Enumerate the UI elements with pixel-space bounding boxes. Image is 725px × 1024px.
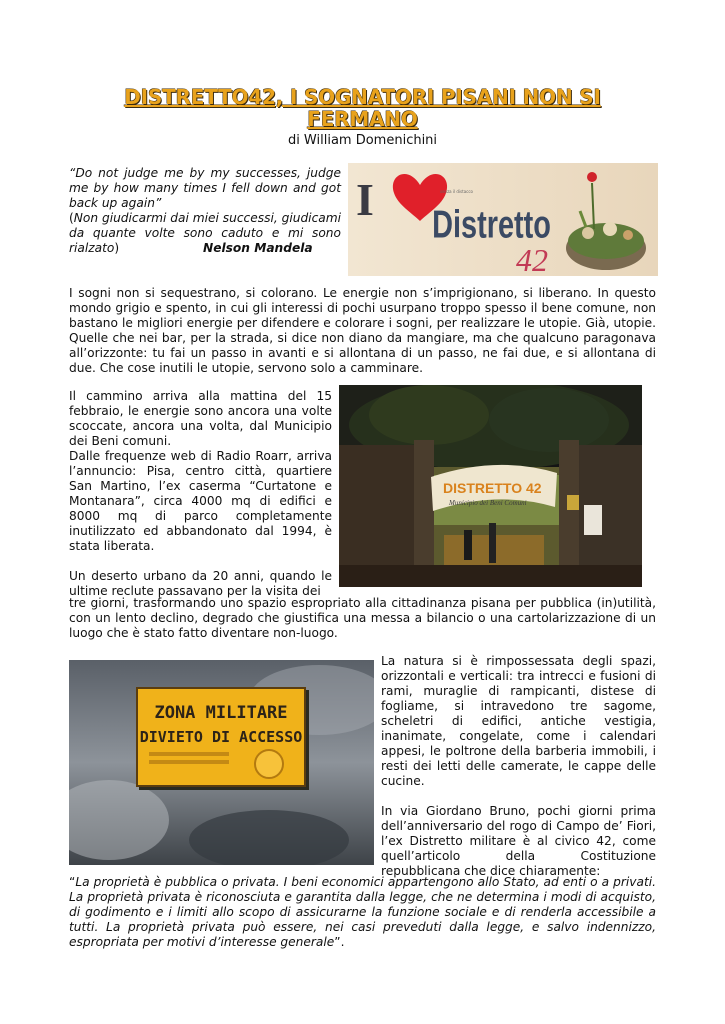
military-zone-sign-photo <box>69 660 374 865</box>
gate-banner-text: DISTRETTO 42 <box>443 480 542 496</box>
logo-word: Distretto <box>432 203 551 247</box>
constitution-close-quote: ”. <box>334 935 345 949</box>
distretto-logo-image <box>348 163 658 276</box>
paragraph-liberation-b: Dalle frequenze web di Radio Roarr, arriva l’annuncio: Pisa, centro città, quartiere San Martino, l’ex caserma “Curtatone e Montanara”, circa 4000 mq di edifici e 8000 mq di parco completamente inutilizzato ed abbandonato dal 1994, è stata liberata. <box>69 449 332 553</box>
sign-line2: DIVIETO DI ACCESSO <box>139 728 303 746</box>
constitution-open-quote: “ <box>69 875 76 889</box>
sign-line1: ZONA MILITARE <box>154 703 288 723</box>
paragraph-desert-a: Un deserto urbano da 20 anni, quando le ultime reclute passavano per la visita dei <box>69 569 332 598</box>
mandela-quote <box>69 166 341 256</box>
quote-open-paren: ( <box>69 211 74 225</box>
byline: di William Domenichini <box>287 133 438 148</box>
night-gate-photo <box>339 385 642 587</box>
quote-italian: Non giudicarmi dai miei successi, giudicami da quante volte sono caduto e mi sono rialzato <box>69 211 341 255</box>
logo-tagline: senza il distacco <box>440 189 473 194</box>
quote-author: Nelson Mandela <box>203 241 313 255</box>
quote-close-paren: ) <box>114 241 120 255</box>
article-title: DISTRETTO42, I SOGNATORI PISANI NON SI FERMANO <box>124 85 601 131</box>
constitution-text: La proprietà è pubblica o privata. I beni economici appartengono allo Stato, ad enti o a privati. La proprietà privata è riconosciuta e garantita dalla legge, che ne determina i modi di acquisto, di godimento e i limiti allo scopo di assicurarne la funzione sociale e di renderla accessibile a tutti. La proprietà privata può essere, nei casi preveduti dalla legge, e salvo indennizzo, espropriata per motivi d’interesse generale <box>69 875 656 949</box>
paragraph-bruno: In via Giordano Bruno, pochi giorni prima dell’anniversario del rogo di Campo de’ Fiori, l’ex Distretto militare è al civico 42, come quell’articolo della Costituzione repubblicana che dice chiaramente: <box>381 804 656 878</box>
paragraph-desert-b: tre giorni, trasformando uno spazio espropriato alla cittadinanza pisana per pubblica (in)utilità, con un lento declino, degrado che giustifica una messa a bilancio o una cartolarizzazione di un luogo che è stato fatto diventare non-luogo. <box>69 596 656 640</box>
paragraph-intro: I sogni non si sequestrano, si colorano. Le energie non s’imprigionano, si liberano. In questo mondo grigio e spento, in cui gli interessi di pochi usurpano troppo spesso il bene comune, non bastano le migliori energie per difendere e colorare i sogni, per realizzare le utopie. Già, utopie. Quelle che nei bar, per la strada, si dice non diano da mangiare, ma che qualcuno paragonava all’orizzonte: tu fai un passo in avanti e si allontana di un passo, ne fai due, e si allontana di due. Che cose inutili le utopie, servono solo a camminare. <box>69 286 656 375</box>
paragraph-nature-text: La natura si è rimpossessata degli spazi, orizzontali e verticali: tra intrecci e fusioni di rami, muraglie di rampicanti, distese di fogliame, si intravedono tre sagome, scheletri di edifici, antiche vestigia, inanimate, congelate, come i calendari appesi, le poltrone della barberia immobili, i resti dei letti delle camerate, le cappe delle cucine. <box>381 654 656 788</box>
logo-number: 42 <box>516 242 548 276</box>
paragraph-liberation <box>69 389 332 599</box>
paragraph-liberation-a: Il cammino arriva alla mattina del 15 febbraio, le energie sono ancora una volte scoccate, ancora una volta, dal Municipio dei Beni comuni. <box>69 389 332 448</box>
gate-banner-sub: Municipio dei Beni Comuni <box>449 499 527 507</box>
rose-icon <box>587 172 597 182</box>
quote-english: “Do not judge me by my successes, judge me by how many times I fell down and got back up again” <box>69 166 341 210</box>
logo-letter: I <box>356 174 374 225</box>
paragraph-constitution <box>69 875 656 950</box>
paragraph-nature <box>381 654 656 879</box>
